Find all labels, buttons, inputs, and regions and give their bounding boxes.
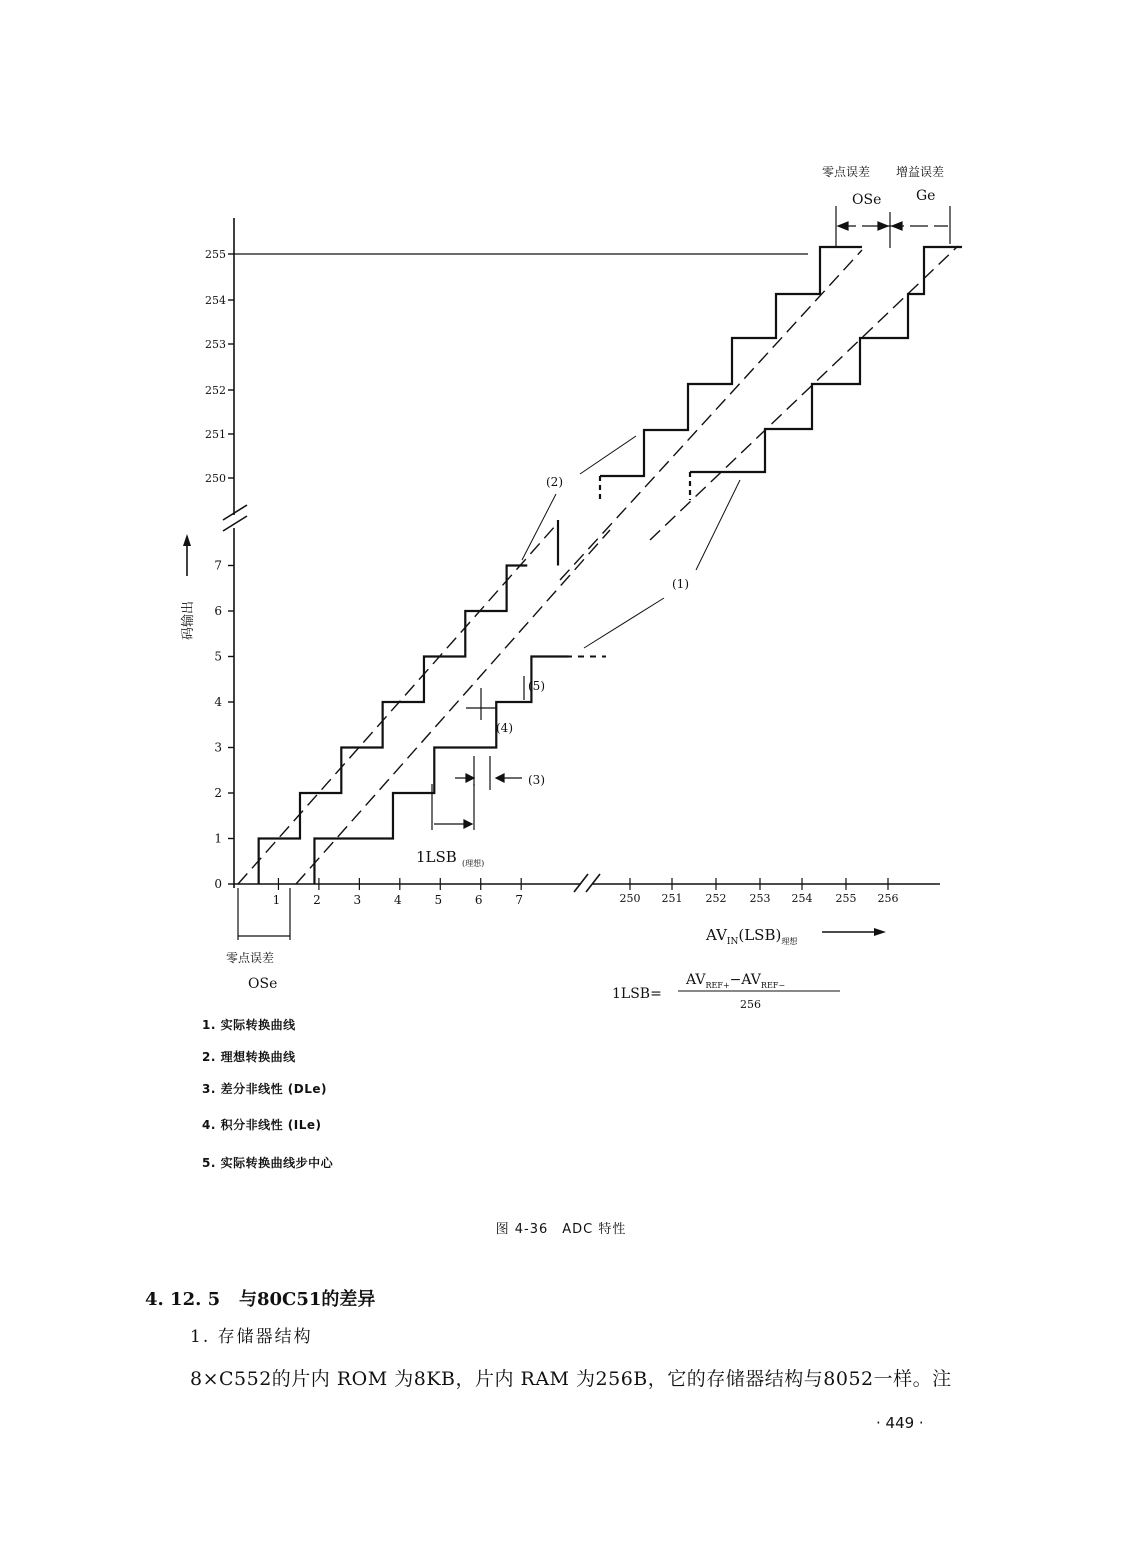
legend-item: 2. 理想转换曲线 — [202, 1050, 296, 1064]
bottom-ose-bracket — [238, 888, 290, 940]
leader-lines — [522, 436, 740, 648]
y-tick-label: 4 — [214, 695, 222, 709]
x-ticks-low — [273, 878, 523, 907]
page-number: · 449 · — [876, 1414, 924, 1432]
dle-marker — [455, 756, 522, 790]
actual-center-line — [296, 530, 610, 884]
y-tick-label: 250 — [205, 472, 226, 485]
y-tick-label: 1 — [214, 831, 222, 846]
y-tick-label: 2 — [214, 786, 222, 800]
label-curve2: (2) — [546, 475, 563, 489]
label-center: (5) — [528, 679, 545, 693]
one-lsb-bracket — [432, 784, 474, 830]
upper-step-curves — [600, 247, 962, 500]
x-axis-arrow-head — [874, 928, 886, 936]
legend-item: 5. 实际转换曲线步中心 — [202, 1156, 334, 1170]
y-tick-label: 3 — [214, 740, 222, 755]
y-ticks-low — [214, 559, 234, 892]
x-tick-label: 4 — [393, 893, 402, 907]
label-dle: (3) — [528, 773, 545, 787]
top-error-brackets — [836, 206, 950, 248]
subsection-heading: 1. 存储器结构 — [190, 1327, 313, 1347]
x-tick-label: 251 — [661, 892, 683, 905]
x-tick-label: 252 — [705, 892, 727, 905]
dashed-lines — [238, 246, 958, 884]
x-tick-label: 5 — [434, 893, 443, 907]
label-one-lsb: 1LSB — [416, 848, 457, 866]
y-tick-label: 254 — [205, 294, 226, 307]
x-tick-label: 253 — [749, 892, 771, 905]
label-ose-bottom: OSe — [248, 976, 278, 992]
x-tick-label: 3 — [353, 893, 362, 907]
formula-lhs: 1LSB= — [612, 986, 662, 1002]
x-ticks-high — [620, 878, 899, 905]
section-title: 与80C51的差异 — [238, 1289, 376, 1310]
y-tick-label: 255 — [205, 248, 226, 261]
y-ticks-high — [205, 248, 234, 485]
body-paragraph: 8×C552的片内 ROM 为8KB，片内 RAM 为256B，它的存储器结构与8052一样。注 — [190, 1368, 952, 1390]
y-tick-label: 7 — [214, 558, 222, 573]
formula-numerator: $AV_{REF+}-AV_{REF-}$ — [686, 972, 786, 990]
actual-center-line-upper — [650, 246, 958, 540]
ideal-center-line-upper — [560, 250, 862, 580]
label-gain-error-top: 增益误差 — [896, 165, 945, 179]
label-one-lsb-sub: (理想) — [462, 859, 485, 868]
section-number: 4. 12. 5 — [145, 1289, 221, 1310]
label-zero-error-bottom: 零点误差 — [226, 951, 275, 965]
y-axis-label: 码输出 — [181, 600, 196, 640]
y-tick-label: 251 — [205, 428, 226, 441]
y-tick-label: 6 — [214, 604, 222, 618]
x-axis-label: $AV_{IN}(LSB)_{理想}$ — [706, 926, 798, 947]
section-heading — [145, 1285, 375, 1311]
label-ge-top: Ge — [916, 188, 936, 204]
legend-item: 1. 实际转换曲线 — [202, 1018, 296, 1032]
ideal-upper-steps — [600, 247, 862, 476]
x-tick-label: 254 — [791, 892, 813, 905]
y-tick-label: 0 — [214, 877, 222, 891]
label-ose-top: OSe — [852, 192, 882, 208]
x-tick-label: 255 — [835, 892, 857, 905]
x-tick-label: 256 — [877, 892, 899, 905]
actual-upper-steps — [690, 247, 962, 472]
axes — [223, 218, 940, 892]
x-axis-break-mark — [574, 874, 588, 892]
ile-marker — [466, 688, 496, 732]
figure-caption: 图 4-36 ADC 特性 — [495, 1222, 627, 1237]
x-tick-label: 250 — [619, 892, 641, 905]
ideal-center-line — [238, 525, 556, 884]
x-tick-label: 1 — [272, 893, 281, 907]
y-axis-arrow-head — [183, 534, 191, 546]
y-tick-label: 252 — [205, 384, 226, 397]
x-tick-label: 7 — [515, 893, 524, 907]
label-zero-error-top: 零点误差 — [822, 165, 871, 179]
x-tick-label: 2 — [313, 893, 321, 907]
label-curve1: (1) — [672, 577, 689, 591]
legend-item: 4. 积分非线性 (ILe) — [202, 1118, 322, 1132]
x-tick-label: 6 — [474, 893, 483, 907]
x-axis-break-mark — [586, 874, 600, 892]
formula-denominator: 256 — [740, 998, 761, 1011]
label-ile: (4) — [496, 721, 513, 735]
y-tick-label: 5 — [214, 649, 222, 664]
legend-item: 3. 差分非线性 (DLe) — [202, 1082, 327, 1096]
y-tick-label: 253 — [205, 338, 226, 351]
